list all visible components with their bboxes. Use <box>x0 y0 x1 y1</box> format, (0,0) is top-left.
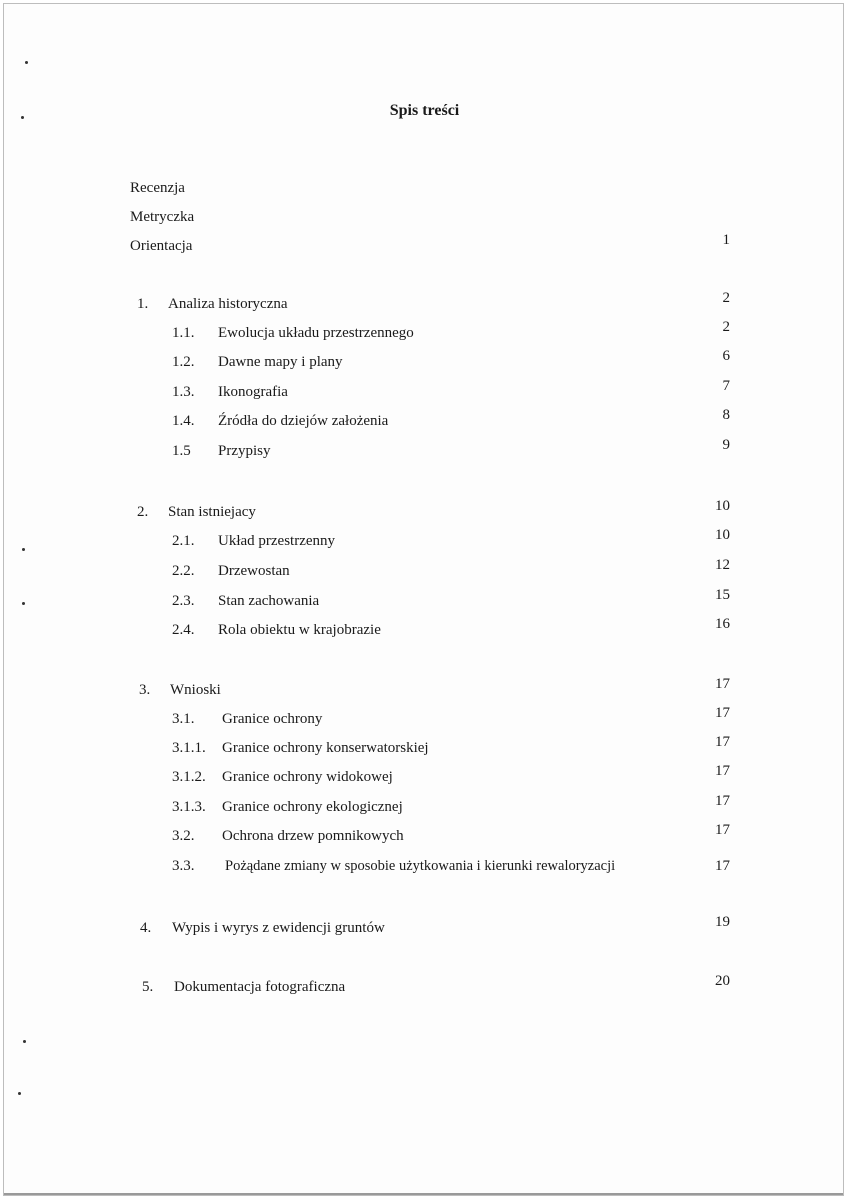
toc-subsection-number: 3.2. <box>172 828 195 844</box>
toc-subsection-page: 17 <box>715 763 730 779</box>
toc-subsection-page: 12 <box>715 557 730 573</box>
toc-subsection-page: 17 <box>715 858 730 874</box>
toc-subsection <box>4 763 844 788</box>
toc-subsection-number: 3.1. <box>172 711 195 727</box>
toc-subsection-label: Drzewostan <box>218 563 290 579</box>
toc-subsection-page: 7 <box>722 378 730 394</box>
toc-subsection-page: 10 <box>715 527 730 543</box>
toc-subsection-label: Źródła do dziejów założenia <box>218 413 389 429</box>
toc-entry-page: 1 <box>722 232 730 248</box>
toc-section-number: 1. <box>137 296 149 312</box>
toc-subsection <box>4 378 844 403</box>
toc-subsection-number: 3.3. <box>172 858 195 874</box>
toc-subsection-page: 15 <box>715 587 730 603</box>
toc-subsection <box>4 319 844 344</box>
toc-section-page: 2 <box>722 290 730 306</box>
toc-section-label: Analiza historyczna <box>168 296 288 312</box>
toc-subsection-number: 1.2. <box>172 354 195 370</box>
toc-subsection-label: Przypisy <box>218 443 271 459</box>
toc-entry-front <box>4 206 844 228</box>
scan-speck <box>21 116 24 119</box>
toc-section-label: Wnioski <box>170 682 221 698</box>
toc-subsection-page: 6 <box>722 348 730 364</box>
toc-subsection-number: 1.5 <box>172 443 191 459</box>
toc-entry-label: Recenzja <box>130 180 185 196</box>
toc-subsection-number: 1.4. <box>172 413 195 429</box>
toc-subsection-label: Pożądane zmiany w sposobie użytkowania i kierunki rewaloryzacji <box>225 858 616 874</box>
toc-entry-label: Orientacja <box>130 238 193 254</box>
toc-subsection <box>4 437 844 462</box>
toc-subsection-number: 2.4. <box>172 622 195 638</box>
toc-subsection-page: 17 <box>715 793 730 809</box>
toc-entry-front <box>4 232 844 257</box>
toc-subsection <box>4 407 844 432</box>
toc-section-number: 3. <box>139 682 151 698</box>
toc-subsection-number: 3.1.1. <box>172 740 206 756</box>
scan-speck <box>25 61 28 64</box>
toc-section-label: Stan istniejacy <box>168 504 256 520</box>
toc-section <box>4 914 844 939</box>
toc-section-page: 20 <box>715 973 730 989</box>
page-title: Spis treści <box>389 102 460 119</box>
toc-subsection <box>4 557 844 582</box>
toc-section-number: 2. <box>137 504 149 520</box>
toc-section <box>4 498 844 523</box>
scan-speck <box>22 548 25 551</box>
toc-section-label: Wypis i wyrys z ewidencji gruntów <box>172 920 385 936</box>
toc-subsection-label: Stan zachowania <box>218 593 320 609</box>
toc-entry-label: Metryczka <box>130 209 195 225</box>
toc-subsection-label: Ewolucja układu przestrzennego <box>218 325 414 341</box>
scan-speck <box>18 1092 21 1095</box>
toc-subsection-page: 2 <box>722 319 730 335</box>
scan-speck <box>23 1040 26 1043</box>
toc-subsection-page: 17 <box>715 705 730 721</box>
toc-subsection-label: Ochrona drzew pomnikowych <box>222 828 404 844</box>
toc-subsection-number: 2.3. <box>172 593 195 609</box>
toc-subsection-number: 2.1. <box>172 533 195 549</box>
toc-section <box>4 676 844 701</box>
toc-section-page: 19 <box>715 914 730 930</box>
toc-entry-front <box>4 177 844 199</box>
toc-subsection <box>4 587 844 612</box>
toc-subsection-page: 9 <box>722 437 730 453</box>
toc-subsection <box>4 822 844 847</box>
toc-subsection-label: Rola obiektu w krajobrazie <box>218 622 381 638</box>
toc-subsection <box>4 616 844 641</box>
toc-subsection <box>4 734 844 759</box>
toc-subsection-page: 16 <box>715 616 730 632</box>
toc-subsection <box>4 793 844 818</box>
toc-subsection-number: 3.1.3. <box>172 799 206 815</box>
toc-subsection <box>4 527 844 552</box>
toc-section <box>4 973 844 998</box>
toc-subsection-page: 8 <box>722 407 730 423</box>
toc-subsection <box>4 855 844 877</box>
page-bottom-edge <box>4 1193 844 1195</box>
toc-section-number: 5. <box>142 979 154 995</box>
toc-subsection-number: 1.3. <box>172 384 195 400</box>
document-page <box>3 3 844 1196</box>
toc-subsection-label: Granice ochrony widokowej <box>222 769 393 785</box>
scan-speck <box>22 602 25 605</box>
toc-section <box>4 290 844 315</box>
toc-subsection-label: Układ przestrzenny <box>218 533 336 549</box>
toc-subsection-page: 17 <box>715 734 730 750</box>
toc-subsection-number: 3.1.2. <box>172 769 206 785</box>
toc-section-page: 10 <box>715 498 730 514</box>
toc-subsection-number: 1.1. <box>172 325 195 341</box>
toc-subsection <box>4 348 844 373</box>
toc-subsection-number: 2.2. <box>172 563 195 579</box>
toc-subsection-label: Dawne mapy i plany <box>218 354 343 370</box>
toc-subsection-label: Granice ochrony <box>222 711 323 727</box>
toc-subsection-label: Ikonografia <box>218 384 288 400</box>
toc-section-page: 17 <box>715 676 730 692</box>
toc-subsection-label: Granice ochrony ekologicznej <box>222 799 403 815</box>
toc-section-label: Dokumentacja fotograficzna <box>174 979 346 995</box>
toc-subsection-label: Granice ochrony konserwatorskiej <box>222 740 429 756</box>
toc-subsection <box>4 705 844 730</box>
toc-subsection-page: 17 <box>715 822 730 838</box>
toc-section-number: 4. <box>140 920 152 936</box>
